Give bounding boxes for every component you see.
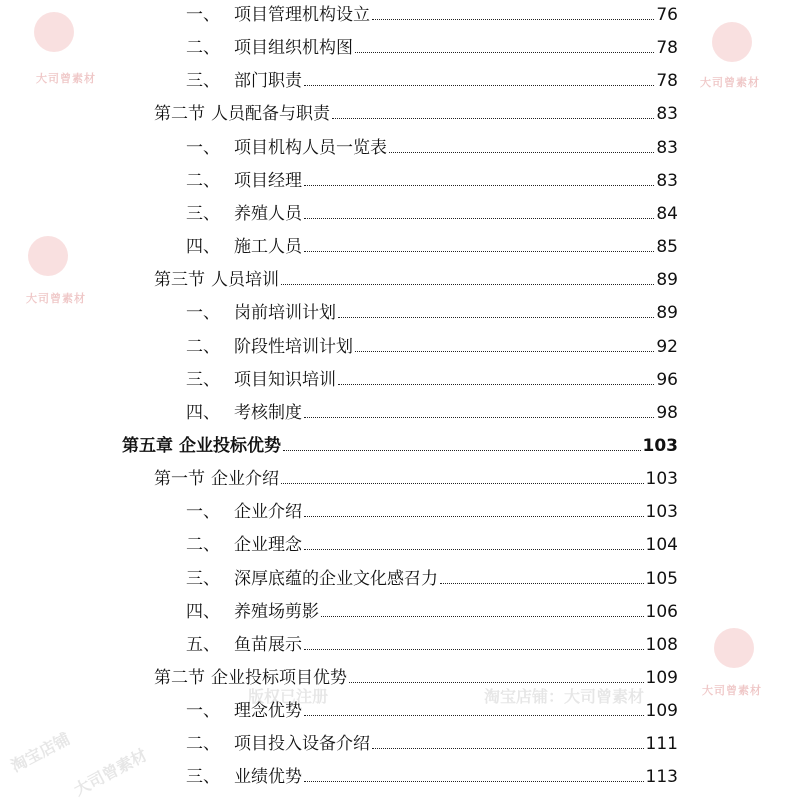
dot-leader — [321, 616, 644, 617]
toc-entry-title: 深厚底蕴的企业文化感召力 — [234, 568, 438, 589]
toc-entry-label — [186, 634, 302, 656]
toc-entry-page: 104 — [645, 535, 678, 556]
toc-entry-page: 89 — [656, 303, 678, 324]
toc-entry-title: 施工人员 — [234, 237, 302, 258]
toc-entry-number: 四、 — [186, 601, 220, 622]
toc-entry[interactable] — [186, 568, 678, 590]
toc-entry-title: 养殖场剪影 — [234, 601, 319, 622]
dot-leader — [372, 19, 654, 20]
toc-entry-number: 一、 — [186, 502, 220, 523]
toc-entry-page: 83 — [656, 104, 678, 125]
watermark-brand-text: 大司曾素材 — [702, 684, 762, 697]
toc-entry-label — [122, 435, 281, 457]
dot-leader — [304, 251, 654, 252]
watermark-brand-text: 大司曾素材 — [26, 292, 86, 305]
watermark-logo-icon — [28, 236, 68, 276]
toc-entry-number: 二、 — [186, 38, 220, 59]
toc-entry-title: 部门职责 — [234, 71, 302, 92]
toc-entry-title: 人员培训 — [211, 270, 279, 291]
toc-entry-page: 83 — [656, 170, 678, 191]
dot-leader — [304, 781, 644, 782]
watermark-brand-text: 大司曾素材 — [36, 72, 96, 85]
toc-entry-title: 企业投标项目优势 — [211, 668, 347, 688]
watermark-logo-icon — [714, 628, 754, 668]
toc-entry[interactable] — [186, 402, 678, 424]
toc-entry-label — [186, 37, 353, 59]
dot-leader — [338, 317, 654, 318]
toc-entry-label — [186, 501, 302, 523]
toc-entry-number: 第五章 — [122, 435, 173, 456]
watermark-brand-text: 大司曾素材 — [700, 76, 760, 89]
toc-entry-title: 项目投入设备介绍 — [234, 734, 370, 755]
toc-entry-number: 二、 — [186, 170, 220, 191]
toc-entry[interactable] — [154, 468, 678, 490]
toc-entry-label — [154, 103, 330, 125]
toc-entry-label — [186, 568, 438, 590]
dot-leader — [304, 185, 654, 186]
toc-entry-label — [186, 534, 302, 556]
toc-entry-label — [186, 700, 302, 722]
toc-entry-title: 项目组织机构图 — [234, 38, 353, 59]
toc-entry-title: 企业介绍 — [234, 502, 302, 523]
toc-entry-label — [154, 667, 347, 689]
dot-leader — [281, 483, 644, 484]
toc-entry[interactable] — [186, 634, 678, 656]
toc-entry[interactable] — [186, 501, 678, 523]
toc-entry-label — [186, 70, 302, 92]
toc-entry-page: 98 — [656, 402, 678, 423]
dot-leader — [281, 284, 654, 285]
toc-entry[interactable] — [154, 103, 678, 125]
toc-entry-page: 76 — [656, 5, 678, 25]
dot-leader — [304, 549, 644, 550]
toc-entry[interactable] — [186, 170, 678, 192]
dot-leader — [304, 417, 654, 418]
toc-entry-label — [186, 203, 302, 225]
toc-entry-title: 项目管理机构设立 — [234, 5, 370, 25]
toc-entry[interactable] — [186, 369, 678, 391]
toc-entry-page: 109 — [645, 668, 678, 688]
toc-entry-number: 二、 — [186, 535, 220, 556]
toc-entry-number: 三、 — [186, 71, 220, 92]
toc-entry-label — [186, 336, 353, 358]
toc-entry[interactable] — [186, 766, 678, 788]
toc-entry-label — [154, 269, 279, 291]
toc-entry-label — [186, 137, 387, 159]
watermark-store-text: 淘宝店铺：大司曾素材 — [484, 687, 645, 706]
toc-entry-label — [186, 601, 319, 623]
toc-entry-title: 岗前培训计划 — [234, 303, 336, 324]
dot-leader — [349, 682, 644, 683]
toc-entry-number: 第二节 — [154, 668, 205, 688]
toc-entry-title: 阶段性培训计划 — [234, 336, 353, 357]
toc-entry-label — [186, 4, 370, 26]
watermark-copyright-text: 版权已注册 — [248, 687, 329, 706]
toc-entry-page: 103 — [645, 469, 678, 490]
watermark-logo-icon — [712, 22, 752, 62]
dot-leader — [304, 516, 644, 517]
toc-entry-title: 企业投标优势 — [179, 435, 281, 456]
toc-entry-title: 项目经理 — [234, 170, 302, 191]
toc-entry[interactable] — [186, 203, 678, 225]
dot-leader — [440, 583, 644, 584]
toc-entry-title: 考核制度 — [234, 402, 302, 423]
dot-leader — [332, 118, 654, 119]
toc-entry-title: 项目机构人员一览表 — [234, 137, 387, 158]
toc-entry-number: 第一节 — [154, 469, 205, 490]
toc-entry-page: 78 — [656, 71, 678, 92]
toc-entry-title: 人员配备与职责 — [211, 104, 330, 125]
toc-entry-page: 105 — [645, 568, 678, 589]
toc-entry-number: 三、 — [186, 568, 220, 589]
toc-entry-page: 83 — [656, 137, 678, 158]
dot-leader — [304, 218, 654, 219]
toc-entry-title: 业绩优势 — [234, 767, 302, 788]
toc-entry-page: 106 — [645, 601, 678, 622]
watermark-brand-text: 大司曾素材 — [70, 745, 151, 800]
toc-entry-label — [186, 302, 336, 324]
toc-entry[interactable] — [186, 534, 678, 556]
toc-entry-number: 第三节 — [154, 270, 205, 291]
toc-entry-title: 企业理念 — [234, 535, 302, 556]
dot-leader — [372, 748, 644, 749]
dot-leader — [355, 52, 654, 53]
dot-leader — [304, 715, 644, 716]
toc-entry-label — [186, 402, 302, 424]
toc-entry-number: 二、 — [186, 734, 220, 755]
dot-leader — [338, 384, 654, 385]
toc-entry-page: 89 — [656, 270, 678, 291]
dot-leader — [389, 152, 654, 153]
toc-entry-title: 养殖人员 — [234, 203, 302, 224]
toc-entry-page: 108 — [645, 634, 678, 655]
toc-entry[interactable] — [186, 70, 678, 92]
toc-entry-page: 96 — [656, 369, 678, 390]
dot-leader — [283, 450, 641, 451]
toc-entry-number: 一、 — [186, 5, 220, 25]
toc-entry-label — [186, 766, 302, 788]
toc-entry-number: 二、 — [186, 336, 220, 357]
watermark-store-text: 淘宝店铺 — [7, 728, 74, 776]
toc-entry[interactable] — [186, 302, 678, 324]
toc-entry-page: 109 — [645, 701, 678, 722]
toc-entry[interactable] — [186, 37, 678, 59]
toc-entry[interactable] — [186, 137, 678, 159]
toc-entry-title: 项目知识培训 — [234, 369, 336, 390]
toc-entry-number: 一、 — [186, 137, 220, 158]
toc-entry-title: 鱼苗展示 — [234, 634, 302, 655]
toc-entry-number: 一、 — [186, 303, 220, 324]
dot-leader — [355, 351, 654, 352]
toc-entry-page: 78 — [656, 38, 678, 59]
toc-entry-label — [154, 468, 279, 490]
toc-entry-number: 第二节 — [154, 104, 205, 125]
toc-entry[interactable] — [186, 601, 678, 623]
toc-entry[interactable] — [186, 236, 678, 258]
toc-entry-number: 四、 — [186, 237, 220, 258]
toc-entry[interactable] — [186, 4, 678, 26]
toc-entry-number: 三、 — [186, 203, 220, 224]
toc-entry-page: 113 — [645, 767, 678, 788]
toc-entry-page: 84 — [656, 203, 678, 224]
toc-entry-title: 企业介绍 — [211, 469, 279, 490]
dot-leader — [304, 85, 654, 86]
toc-entry-number: 四、 — [186, 402, 220, 423]
toc-entry[interactable] — [154, 269, 678, 291]
toc-entry-label — [186, 170, 302, 192]
toc-entry-number: 一、 — [186, 701, 220, 722]
toc-entry[interactable] — [154, 667, 678, 689]
toc-entry-page: 85 — [656, 237, 678, 258]
toc-entry-label — [186, 236, 302, 258]
toc-entry[interactable] — [186, 700, 678, 722]
toc-entry-number: 三、 — [186, 369, 220, 390]
toc-entry-page: 111 — [645, 734, 678, 755]
dot-leader — [304, 649, 644, 650]
watermark-logo-icon — [34, 12, 74, 52]
toc-entry-title: 理念优势 — [234, 701, 302, 722]
toc-entry-number: 三、 — [186, 767, 220, 788]
toc-entry[interactable] — [122, 435, 678, 457]
toc-entry-label — [186, 733, 370, 755]
toc-entry-number: 五、 — [186, 634, 220, 655]
toc-entry-label — [186, 369, 336, 391]
toc-entry-page: 92 — [656, 336, 678, 357]
toc-entry-page: 103 — [645, 502, 678, 523]
toc-entry[interactable] — [186, 733, 678, 755]
toc-entry-page: 103 — [642, 435, 678, 456]
toc-entry[interactable] — [186, 336, 678, 358]
